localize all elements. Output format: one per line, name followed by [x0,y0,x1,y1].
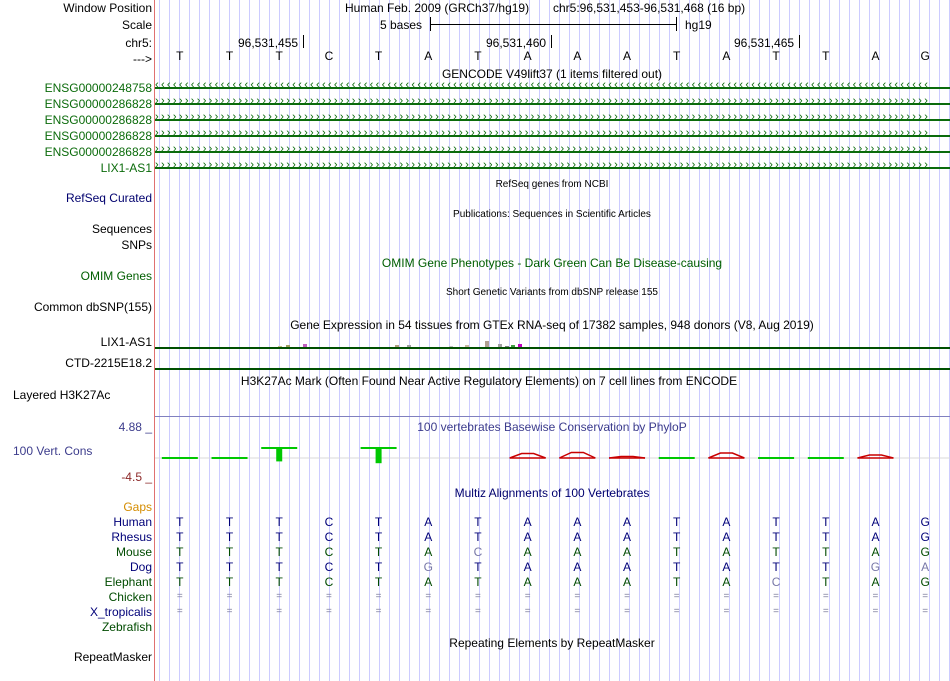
alignment-base: G [920,530,930,544]
alignment-base: T [822,560,830,574]
gencode-item-label[interactable]: ENSG00000286828 [44,97,152,111]
alignment-base: T [474,515,482,529]
alignment-base: = [375,591,382,602]
alignment-base: = [276,606,283,617]
alignment-base: T [374,560,383,574]
reference-base: T [772,49,780,63]
alignment-base: = [922,606,929,617]
alignment-base: T [822,575,830,589]
strand-arrows: ›››››››››››››››››››››››››››››››››››››››››››››››››››››››››››››››››››››››››››››››››››››››››››››››››››››››››››››››››››››››››››››››››› [155,143,931,155]
alignment-base: T [374,575,383,589]
alignment-base: T [474,560,482,574]
phylop-score-bar[interactable] [559,453,595,459]
alignment-base: T [772,560,780,574]
chrom-label: chr5: [125,36,152,50]
alignment-base: T [772,530,780,544]
alignment-base: = [226,606,233,617]
alignment-base: A [722,515,731,529]
scale-bar-right-tick [676,17,677,31]
alignment-base: = [276,591,283,602]
strand-arrows: ›››››››››››››››››››››››››››››››››››››››››››››››››››››››››››››››››››››››››››››››››››››››››››››››››››››››››››››››››››››››››››››››››› [155,111,931,123]
alignment-base: = [325,591,332,602]
gencode-item-label[interactable]: ENSG00000286828 [44,129,152,143]
gencode-item-label[interactable]: ENSG00000286828 [44,145,152,159]
reference-base: A [573,49,582,63]
alignment-base: C [324,545,334,559]
species-label-x_tropicalis[interactable]: X_tropicalis [89,605,152,619]
alignment-base: A [523,545,532,559]
alignment-base: A [623,560,632,574]
alignment-base: = [822,606,829,617]
repeatmasker-label[interactable]: RepeatMasker [73,650,152,664]
alignment-base: = [425,591,432,602]
refseq-curated-label[interactable]: RefSeq Curated [65,191,152,205]
window-position-label: Window Position [63,1,152,15]
alignment-base: T [275,575,283,589]
alignment-base: T [673,560,681,574]
species-label-human[interactable]: Human [113,515,152,529]
alignment-base: C [324,560,334,574]
alignment-base: = [673,591,680,602]
phylop-score-bar[interactable] [177,457,183,459]
tick-mark-3 [799,35,800,48]
phylop-plot[interactable] [155,437,950,477]
alignment-base: A [573,530,582,544]
reference-base: A [623,49,632,63]
omim-genes-label[interactable]: OMIM Genes [80,269,152,283]
alignment-base: A [871,515,880,529]
alignment-base: = [325,606,332,617]
phylop-score-bar[interactable] [276,447,282,461]
alignment-base: G [870,560,881,574]
reference-base: T [474,49,482,63]
snps-label[interactable]: SNPs [121,238,152,252]
track-labels-column [0,0,154,681]
alignment-base: A [573,575,582,589]
alignment-base: T [474,530,482,544]
alignment-base: T [176,575,184,589]
position-text: chr5:96,531,453-96,531,468 (16 bp) [553,1,746,15]
alignment-base: A [871,530,880,544]
alignment-base: = [624,606,630,617]
scale-label: Scale [121,18,152,32]
gaps-label[interactable]: Gaps [123,500,152,514]
track-area[interactable] [155,0,950,681]
reference-base: A [722,49,731,63]
alignment-base: T [176,515,184,529]
alignment-base: C [771,575,781,589]
alignment-base: T [275,560,283,574]
h3k27ac-title: H3K27Ac Mark (Often Found Near Active Regulatory Elements) on 7 cell lines from ENCODE [240,374,738,388]
strand-arrows: ›››››››››››››››››››››››››››››››››››››››››››››››››››››››››››››››››››››››››››››››››››››››››››››››››››››››››››››››››››››››››››››››››› [155,159,931,171]
refseq-title: RefSeq genes from NCBI [495,179,609,190]
reference-base: T [225,49,234,63]
alignment-base: T [225,530,234,544]
alignment-base: T [275,545,283,559]
scale-bases-text: 5 bases [380,18,423,32]
alignment-base: T [673,530,681,544]
alignment-base: C [473,545,483,559]
alignment-base: G [920,545,930,559]
assembly-text: Human Feb. 2009 (GRCh37/hg19) [345,1,530,15]
alignment-base: = [922,591,929,602]
repeatmasker-title: Repeating Elements by RepeatMasker [449,636,655,650]
reference-base: T [673,49,681,63]
alignment-base: A [623,545,632,559]
alignment-base: T [176,530,184,544]
alignment-base: = [524,606,531,617]
alignment-base: = [872,606,879,617]
gtex-row-label-ctd[interactable]: CTD-2215E18.2 [65,356,152,370]
alignment-base: T [374,530,383,544]
alignment-base: A [523,560,532,574]
strand-arrows: ›››››››››››››››››››››››››››››››››››››››››››››››››››››››››››››››››››››››››››››››››››››››››››››››››››››››››››››››››››››››››››››››››› [155,95,931,107]
reference-base: A [424,49,433,63]
alignment-base: A [573,560,582,574]
species-label-dog[interactable]: Dog [129,560,152,574]
alignment-base: A [623,575,632,589]
alignment-base: = [475,606,481,617]
reference-base: G [920,49,930,63]
alignment-base: T [275,530,283,544]
gencode-item-label[interactable]: ENSG00000248758 [44,81,152,95]
reference-base: A [871,49,880,63]
alignment-base: A [523,530,532,544]
alignment-base: A [871,545,880,559]
alignment-base: A [573,545,582,559]
alignment-base: C [324,515,334,529]
reference-base: C [324,49,334,63]
phylop-max-label: 4.88 _ [118,420,152,434]
alignment-base: T [673,545,681,559]
alignment-base: T [225,560,234,574]
alignment-base: T [822,530,830,544]
alignment-base: = [226,591,233,602]
alignment-base: = [425,606,432,617]
strand-arrows: ‹‹‹‹‹‹‹‹‹‹‹‹‹‹‹‹‹‹‹‹‹‹‹‹‹‹‹‹‹‹‹‹‹‹‹‹‹‹‹‹‹‹‹‹‹‹‹‹‹‹‹‹‹‹‹‹‹‹‹‹‹‹‹‹‹‹‹‹‹‹‹‹‹‹‹‹‹‹‹‹‹‹‹‹‹‹‹‹‹‹‹‹‹‹‹‹‹‹‹‹‹‹‹‹‹‹‹‹‹‹‹‹‹‹‹‹‹‹‹‹‹‹‹‹‹‹‹‹‹‹ [155,79,931,91]
alignment-base: T [374,515,383,529]
gtex-line-lix1-as1[interactable] [155,347,950,349]
alignment-base: A [722,530,731,544]
gencode-item-label[interactable]: ENSG00000286828 [44,113,152,127]
gtex-title: Gene Expression in 54 tissues from GTEx RNA-seq of 17382 samples, 948 donors (V8, Aug 2019) [290,318,814,332]
tick-mark-1 [303,35,304,48]
phylop-min-label: -4.5 _ [121,470,152,484]
alignment-base: A [523,575,532,589]
alignment-base: A [722,560,731,574]
alignment-base: = [176,606,183,617]
phylop-score-bar[interactable] [227,457,233,459]
alignment-base: A [424,545,433,559]
alignment-base: A [921,560,930,574]
gencode-item-label[interactable]: LIX1-AS1 [100,161,152,175]
species-label-rhesus[interactable]: Rhesus [111,530,152,544]
alignment-base: A [523,515,532,529]
alignment-base: G [920,515,930,529]
tick-label-2: 96,531,460 [486,36,547,50]
phylop-score-bar[interactable] [773,457,779,459]
alignment-base: A [424,575,433,589]
reference-base: T [275,49,283,63]
alignment-base: = [176,591,183,602]
alignment-base: = [624,591,630,602]
layered-h3k27ac-label[interactable]: Layered H3K27Ac [13,388,111,402]
phylop-score-bar[interactable] [376,447,382,463]
alignment-base: = [723,591,730,602]
reference-base: A [523,49,532,63]
publications-title: Publications: Sequences in Scientific Articles [453,209,651,220]
reference-base: T [822,49,830,63]
vert-cons-label[interactable]: 100 Vert. Cons [13,444,93,458]
alignment-base: = [872,591,879,602]
alignment-base: = [574,606,581,617]
tick-label-1: 96,531,455 [238,36,299,50]
alignment-base: A [722,545,731,559]
alignment-base: G [920,575,930,589]
alignment-base: = [475,591,481,602]
phylop-title: 100 vertebrates Basewise Conservation by PhyloP [417,420,687,434]
omim-title: OMIM Gene Phenotypes - Dark Green Can Be Disease-causing [381,256,723,270]
alignment-base: C [324,575,334,589]
alignment-base: = [822,591,829,602]
alignment-base: A [424,515,433,529]
alignment-base: G [423,560,433,574]
species-label-elephant[interactable]: Elephant [104,575,152,589]
species-label-mouse[interactable]: Mouse [115,545,152,559]
strand-label: ---> [133,52,152,66]
alignment-base: T [772,515,780,529]
alignment-base: = [673,606,680,617]
alignment-base: C [324,530,334,544]
scale-db-text: hg19 [685,18,712,32]
species-label-chicken[interactable]: Chicken [108,590,152,604]
alignment-base: T [176,560,184,574]
alignment-base: T [822,515,830,529]
alignment-base: A [623,530,632,544]
alignment-base: T [225,515,234,529]
alignment-base: = [773,591,780,602]
dbsnp-title: Short Genetic Variants from dbSNP release 155 [446,287,658,298]
alignment-base: T [673,515,681,529]
multiz-title: Multiz Alignments of 100 Vertebrates [454,486,650,500]
tick-mark-2 [551,35,552,48]
alignment-base: = [524,591,531,602]
sequences-label[interactable]: Sequences [91,222,152,236]
gtex-row-label-lix1-as1[interactable]: LIX1-AS1 [100,335,152,349]
alignment-base: A [424,530,433,544]
alignment-base: A [623,515,632,529]
alignment-base: A [573,515,582,529]
phylop-score-bar[interactable] [674,457,680,459]
alignment-base: A [871,575,880,589]
alignment-base: = [773,606,780,617]
alignment-base: A [722,575,731,589]
alignment-base: = [375,606,382,617]
alignment-base: T [673,575,681,589]
scale-bar-line [430,24,677,25]
reference-base: T [176,49,184,63]
tick-label-3: 96,531,465 [734,36,795,50]
alignment-base: = [723,606,730,617]
alignment-base: T [225,545,234,559]
gtex-line-ctd[interactable] [155,368,950,370]
gencode-title: GENCODE V49lift37 (1 items filtered out) [441,67,663,81]
alignment-base: T [772,545,780,559]
alignment-base: T [176,545,184,559]
alignment-base: T [374,545,383,559]
common-dbsnp-label[interactable]: Common dbSNP(155) [33,300,152,314]
alignment-base: = [574,591,581,602]
phylop-score-bar[interactable] [823,457,829,459]
alignment-base: T [275,515,283,529]
reference-base: T [374,49,383,63]
alignment-base: T [822,545,830,559]
alignment-base: T [474,575,482,589]
alignment-base: T [225,575,234,589]
h3k27ac-baseline [155,416,950,417]
species-label-zebrafish[interactable]: Zebrafish [101,620,152,634]
strand-arrows: ›››››››››››››››››››››››››››››››››››››››››››››››››››››››››››››››››››››››››››››››››››››››››››››››››››››››››››››››››››››››››››››››››› [155,127,931,139]
